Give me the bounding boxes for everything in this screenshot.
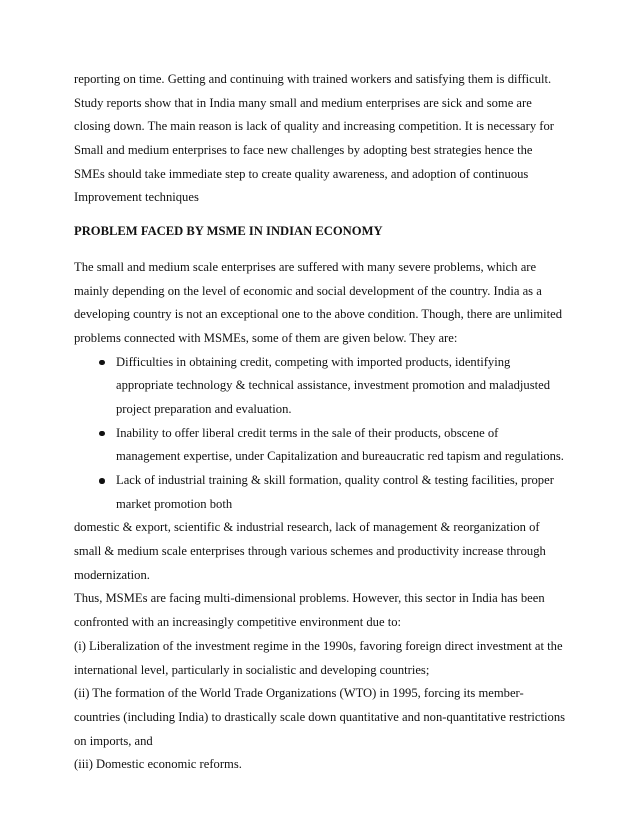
problem-list <box>74 351 574 517</box>
text-line: modernization. <box>74 567 150 582</box>
bullet-icon <box>99 360 105 366</box>
text-line: (iii) Domestic economic reforms. <box>74 757 242 772</box>
text-line: on imports, and <box>74 733 153 748</box>
list-item <box>74 469 574 516</box>
text-line: market promotion both <box>116 496 233 511</box>
text-line: small & medium scale enterprises through various schemes and productivity increase through <box>74 544 546 559</box>
list-item <box>74 351 574 422</box>
text-line: Improvement techniques <box>74 190 199 205</box>
bullet-icon <box>99 478 105 484</box>
section-heading: PROBLEM FACED BY MSME IN INDIAN ECONOMY <box>74 224 383 239</box>
text-line: Difficulties in obtaining credit, competing with imported products, identifying <box>116 354 511 369</box>
text-line: Inability to offer liberal credit terms in the sale of their products, obscene of <box>116 425 499 440</box>
text-line: (i) Liberalization of the investment regime in the 1990s, favoring foreign direct investment at the <box>74 638 563 653</box>
text-line: SMEs should take immediate step to create quality awareness, and adoption of continuous <box>74 166 529 181</box>
text-line: problems connected with MSMEs, some of them are given below. They are: <box>74 330 458 345</box>
text-line: Small and medium enterprises to face new challenges by adopting best strategies hence the <box>74 143 533 158</box>
text-line: countries (including India) to drastically scale down quantitative and non-quantitative restrictions <box>74 709 566 724</box>
text-line: Thus, MSMEs are facing multi-dimensional problems. However, this sector in India has been <box>74 591 545 606</box>
paragraph-intro <box>74 68 574 210</box>
text-line: Lack of industrial training & skill formation, quality control & testing facilities, proper <box>116 473 554 487</box>
text-line: mainly depending on the level of economic and social development of the country. India as a <box>74 283 542 298</box>
text-line: developing country is not an exceptional one to the above condition. Though, there are unlimited <box>74 307 562 322</box>
text-line: confronted with an increasingly competitive environment due to: <box>74 615 401 630</box>
text-line: (ii) The formation of the World Trade Organizations (WTO) in 1995, forcing its member- <box>74 686 524 701</box>
text-line: The small and medium scale enterprises are suffered with many severe problems, which are <box>74 259 537 274</box>
text-line: domestic & export, scientific & industrial research, lack of management & reorganization of <box>74 520 540 535</box>
bullet-icon <box>99 431 105 437</box>
text-line: management expertise, under Capitalization and bureaucratic red tapism and regulations. <box>116 449 564 464</box>
document-page <box>74 68 574 777</box>
text-line: reporting on time. Getting and continuing with trained workers and satisfying them is difficult. <box>74 72 552 86</box>
list-item <box>74 422 574 469</box>
text-line: Study reports show that in India many small and medium enterprises are sick and some are <box>74 95 532 110</box>
paragraph-continued <box>74 516 574 777</box>
text-line: project preparation and evaluation. <box>116 401 292 416</box>
text-line: international level, particularly in socialistic and developing countries; <box>74 662 430 677</box>
paragraph-problems-intro <box>74 256 574 351</box>
text-line: appropriate technology & technical assistance, investment promotion and maladjusted <box>116 378 551 393</box>
text-line: closing down. The main reason is lack of quality and increasing competition. It is necessary for <box>74 119 554 134</box>
